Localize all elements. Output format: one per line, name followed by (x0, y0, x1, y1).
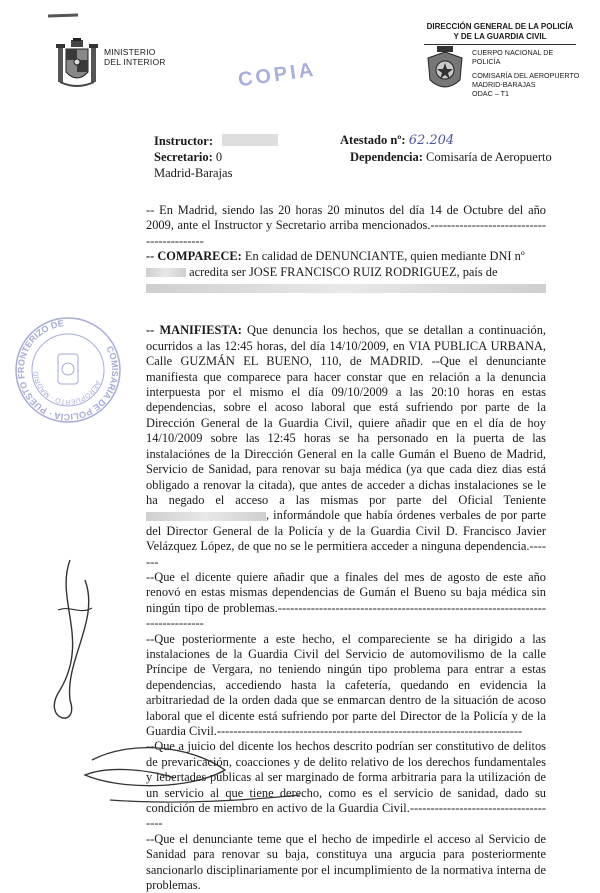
instructor-row (154, 133, 278, 149)
copy-stamp: COPIA (236, 58, 318, 92)
police-unit-line-3: ODAC – T1 (472, 89, 510, 98)
paragraph-5: --Que a juicio del dicente los hechos descrito podrían ser constitutivo de delitos de prevaricación, coacciones y de delito relativo de los derechos fundamentales y lebertades públicas al ser marginado de forma arbitraria para la utilización de un servicio al que tiene derecho, como es el servicio de sanidad, dado su condición de miembro en activo de la Guardia Civil.------------------------------------- (146, 739, 546, 831)
secretario-value: 0 (215, 150, 223, 164)
redacted-instructor (222, 134, 278, 146)
comparece-label: -- COMPARECE: (146, 249, 242, 264)
manifiesta-text-b: , informándole que había órdenes verbales de por parte del Director General de la Policía y de la Guardia Civil D. Francisco Javier Velázquez López, de que no se le permitiera acceder a ninguna dependencia.------- (146, 508, 546, 569)
location: Madrid-Barajas (154, 166, 233, 180)
redacted-line (146, 284, 546, 293)
dependencia-row (350, 149, 552, 165)
atestado-number: 62.204 (408, 133, 455, 148)
manifiesta-text-a: Que denuncia los hechos, que se detallan a continuación, ocurridos a las 12:45 horas, del día 14/10/2009, en VIA PUBLICA URBANA, Calle GUZMÁN EL BUENO, 110, de MADRID. --Que el denunciante manifiesta que comparece para hacer constar que en relación a la denuncia interpuesta por el mismo el día 09/10/2009 a las 20:10 horas en estas dependencias, sobre el acoso laboral que está sufriendo por parte de la Dirección General de la Guardia Civil, quiere añadir que en el día de hoy 14/10/2009 sobre las 12:45 horas se ha personado en la puerta de las instalaciónes de la Dirección General en la calle Gumán el Bueno de Madrid, Servicio de Sanidad, para renovar su baja médica (ya que cada diez dias está obligado a renovar la citada), que antes de acceder a dichas instalaciones se le ha negado el acceso a las mismas por parte del Oficial Teniente (146, 323, 546, 507)
secretario-row (154, 149, 222, 165)
police-dg-line-1: DIRECCIÓN GENERAL DE LA POLICÍA (426, 22, 574, 31)
redacted-officer-name (146, 512, 266, 521)
pen-mark (48, 13, 78, 17)
opening-paragraph: -- En Madrid, siendo las 20 horas 20 minutos del día 14 de Octubre del año 2009, ante el Instructor y Secretario arriba mencionados.------------------------------------------ (146, 203, 546, 248)
police-round-stamp (14, 316, 122, 424)
comparece-paragraph (146, 249, 546, 295)
dependencia-value: Comisaría de Aeropuerto (426, 150, 552, 164)
svg-text:COMISARÍA DE POLICÍA · PUESTO (14, 316, 122, 424)
paragraph-3: --Que el dicente quiere añadir que a finales del mes de agosto de este año renovó en estas mismas dependencias de Gumán el Bueno su baja médica sin ningún tipo de problemas.------------------------------------------------------------------------------- (146, 569, 546, 631)
coat-of-arms-icon (56, 38, 98, 90)
stamp-outer-text: COMISARÍA DE POLICÍA · PUESTO FRONTERIZO DE (15, 318, 121, 423)
atestado-row (340, 132, 454, 149)
stamp-inner-text: AEROPUERTO · MADRID (32, 370, 101, 406)
comparece-text-b: acredita ser JOSE FRANCISCO RUIZ RODRIGUEZ, país de (189, 264, 498, 279)
ministry-line-1: MINISTERIO (104, 47, 156, 57)
police-dg-line-2: Y DE LA GUARDIA CIVIL (453, 31, 547, 41)
ministry-name (104, 47, 166, 67)
police-unit-line-1: COMISARÍA DEL AEROPUERTO (472, 71, 580, 80)
atestado-label: Atestado nº: (340, 133, 406, 147)
police-unit-line-2: MADRID-BARAJAS (472, 80, 536, 89)
police-badge-icon (424, 46, 466, 94)
manifiesta-label: -- MANIFIESTA: (146, 323, 242, 338)
secretario-label: Secretario: (154, 150, 213, 164)
police-body-name: CUERPO NACIONAL DE POLICÍA (472, 48, 554, 66)
paragraph-4: --Que posteriormente a este hecho, el compareciente se ha dirigido a las instalaciones de la Guardia Civil del Servicio de automovilismo de la calle Príncipe de Vergara, no teniendo ningún tipo problema para entrar a estas dependencias, accediendo hasta la cafetería, quedando en evidencia la arbitrariedad de la orden dada que se enmarcan dentro de la situación de acoso laboral que el dicente está sufriendo por parte del Director de la Policía y de la Guardia Civil.-------------------------------------------------------------------------- (146, 631, 546, 738)
ministry-line-2: DEL INTERIOR (104, 57, 166, 67)
paragraph-6: --Que el denunciante teme que el hecho de impedirle el acceso al Servicio de Sanidad para renovar su baja, constituya una argucia para posteriormente sancionarlo disciplinariamente por el incumplimiento de la normativa interna de problemas. (146, 831, 546, 893)
redacted-dni (146, 268, 186, 277)
statement-body (146, 203, 546, 893)
instructor-label: Instructor: (154, 134, 214, 148)
manifiesta-paragraph (146, 323, 546, 570)
dependencia-label: Dependencia: (350, 150, 423, 164)
comparece-text-a: En calidad de DENUNCIANTE, quien mediante DNI nº (244, 249, 525, 264)
